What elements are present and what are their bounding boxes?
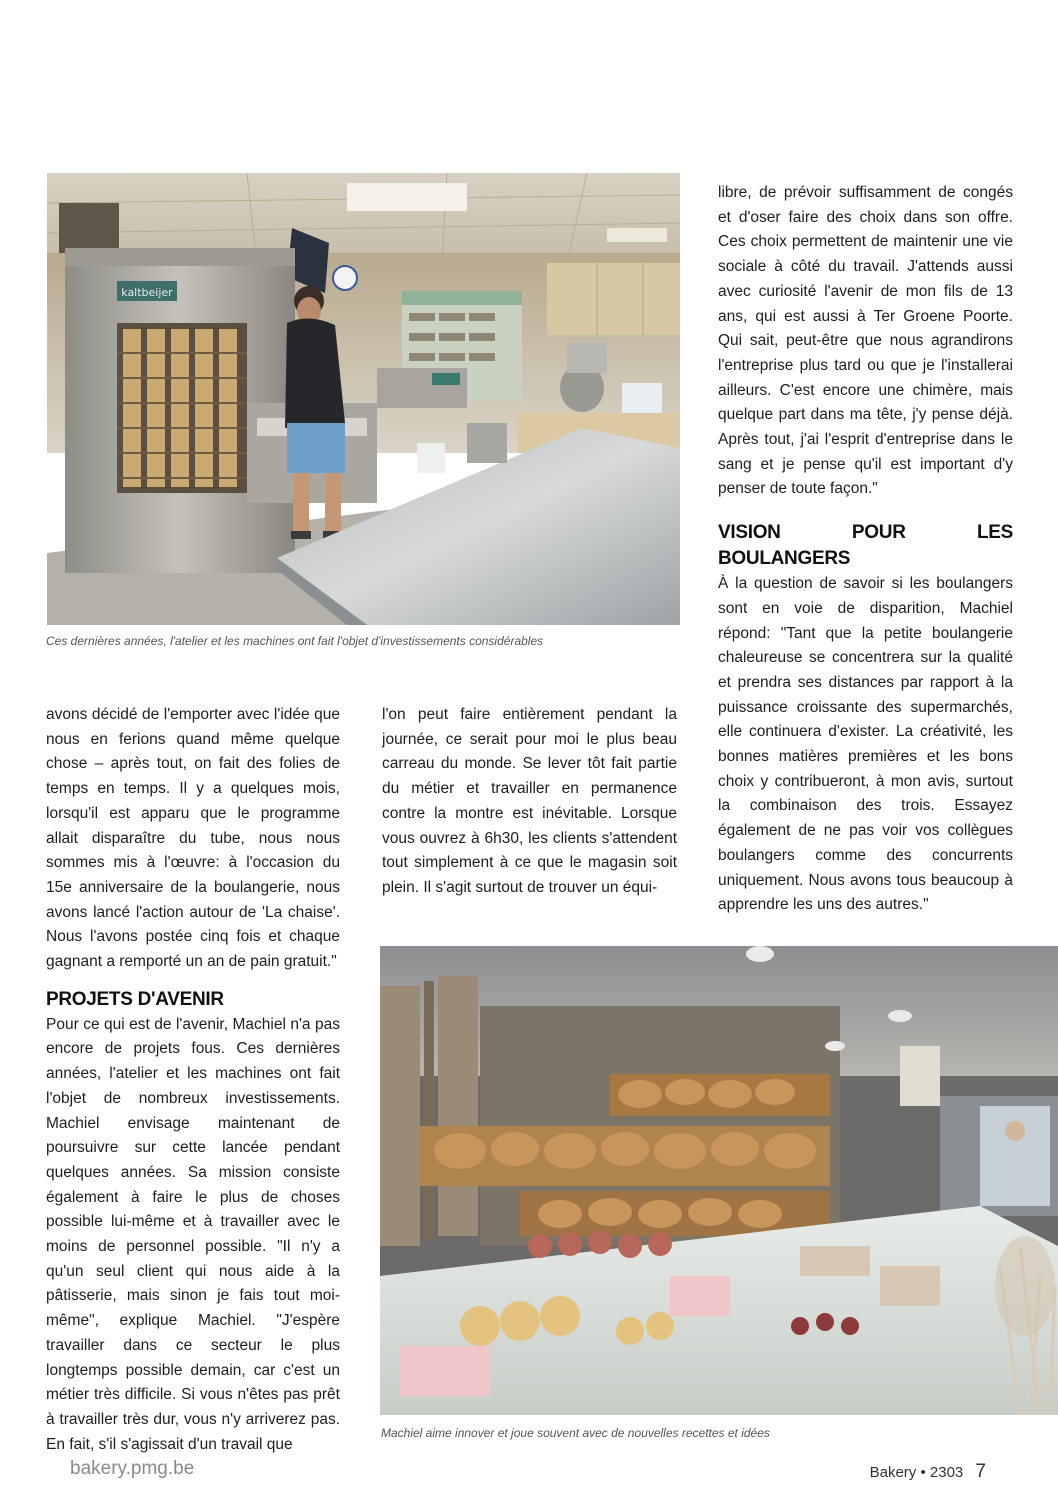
shop-photo-caption: Machiel aime innover et joue souvent avec de nouvelles recettes et idées: [381, 1426, 770, 1440]
heading-projets-davenir: PROJETS D'AVENIR: [46, 988, 224, 1010]
column-1-paragraph-1: avons décidé de l'emporter avec l'idée que nous en ferions quand même quelque chose – après tout, on fait des folies de temps en temps. Il y a quelques mois, lorsqu'il est apparu que le programme allait disparaître du tube, nous nous sommes mis à l'œuvre: à l'occasion du 15e anniversaire de la boulangerie, nous avons lancé l'action autour de 'La chaise'. Nous l'avons postée cinq fois et chaque gagnant a remporté un an de pain gratuit.": [46, 706, 340, 971]
atelier-photo-caption: Ces dernières années, l'atelier et les machines ont fait l'objet d'investissements considérables: [46, 634, 544, 648]
column-3-paragraph-1: libre, de prévoir suffisamment de congés et d'oser faire des choix dans son offre. Ces choix permettent de maintenir une vie sociale à côté du travail. J'attends aussi avec curiosité l'avenir de mon fils de 13 ans, qui est aussi à Ter Groene Poorte. Qui sait, peut-être que nous agrandirons l'entreprise plus tard ou que je l'installerai ailleurs. C'est encore une chimère, mais quelque part dans ma tête, j'y pense déjà. Après tout, j'ai l'esprit d'entreprise dans le sang et je pense qu'il est important d'y penser de toute façon.": [718, 184, 1013, 498]
atelier-photo-drawing: [47, 173, 680, 625]
shop-photo: [380, 946, 1058, 1415]
article-column-1: [46, 703, 340, 1457]
column-1-paragraph-2: Pour ce qui est de l'avenir, Machiel n'a pas encore de projets fous. Ces dernières années, l'atelier et les machines ont fait l'objet de nombreux investissements. Machiel envisage maintenant de poursuivre sur cette lancée pendant quelques années. Sa mission consiste également à faire le plus de choses possible lui-même et à travailler avec le moins de personnel possible. "Il n'y a qu'un seul client qui nous aide à la pâtisserie, mais sinon je fais tout moi-même", explique Machiel. "J'espère travailler dans ce secteur le plus longtemps possible demain, car c'est un métier très difficile. Si vous n'êtes pas prêt à travailler très dur, vous n'y arriverez pas. En fait, s'il s'agissait d'un travail que: [46, 1015, 340, 1453]
footer-issue-info: [870, 1461, 986, 1483]
heading-vision-boulangers: VISION POUR LES BOULANGERS: [718, 522, 1013, 570]
machine-brand: kaltbeijer: [121, 286, 173, 299]
article-column-3: [718, 181, 1013, 918]
shop-photo-drawing: [380, 946, 1058, 1415]
atelier-photo: [47, 173, 680, 625]
column-2-paragraph-1: l'on peut faire entièrement pendant la journée, ce serait pour moi le plus beau carreau du monde. Se lever tôt fait partie du métier et travailler en permanence contre la montre est inévitable. Lorsque vous ouvrez à 6h30, les clients s'attendent tout simplement à ce que le magasin soit plein. Il s'agit surtout de trouver un équi-: [382, 706, 677, 896]
column-3-paragraph-2: À la question de savoir si les boulangers sont en voie de disparition, Machiel répond: "Tant que la petite boulangerie chaleureuse se concentrera sur la qualité et prendra ses distances par rapport à la puissance croissante des supermarchés, elle continuera d'exister. La créativité, les bonnes matières premières et les bons choix y contribueront, à mon avis, surtout la combinaison des trois. Essayez également de ne pas voir vos collègues boulangers comme des concurrents uniquement. Nous avons tous beaucoup à apprendre les uns des autres.": [718, 575, 1013, 914]
article-column-2: [382, 703, 677, 901]
footer-website[interactable]: bakery.pmg.be: [70, 1458, 195, 1479]
page-number: 7: [975, 1461, 986, 1482]
footer-issue: Bakery • 2303: [869, 1464, 964, 1481]
